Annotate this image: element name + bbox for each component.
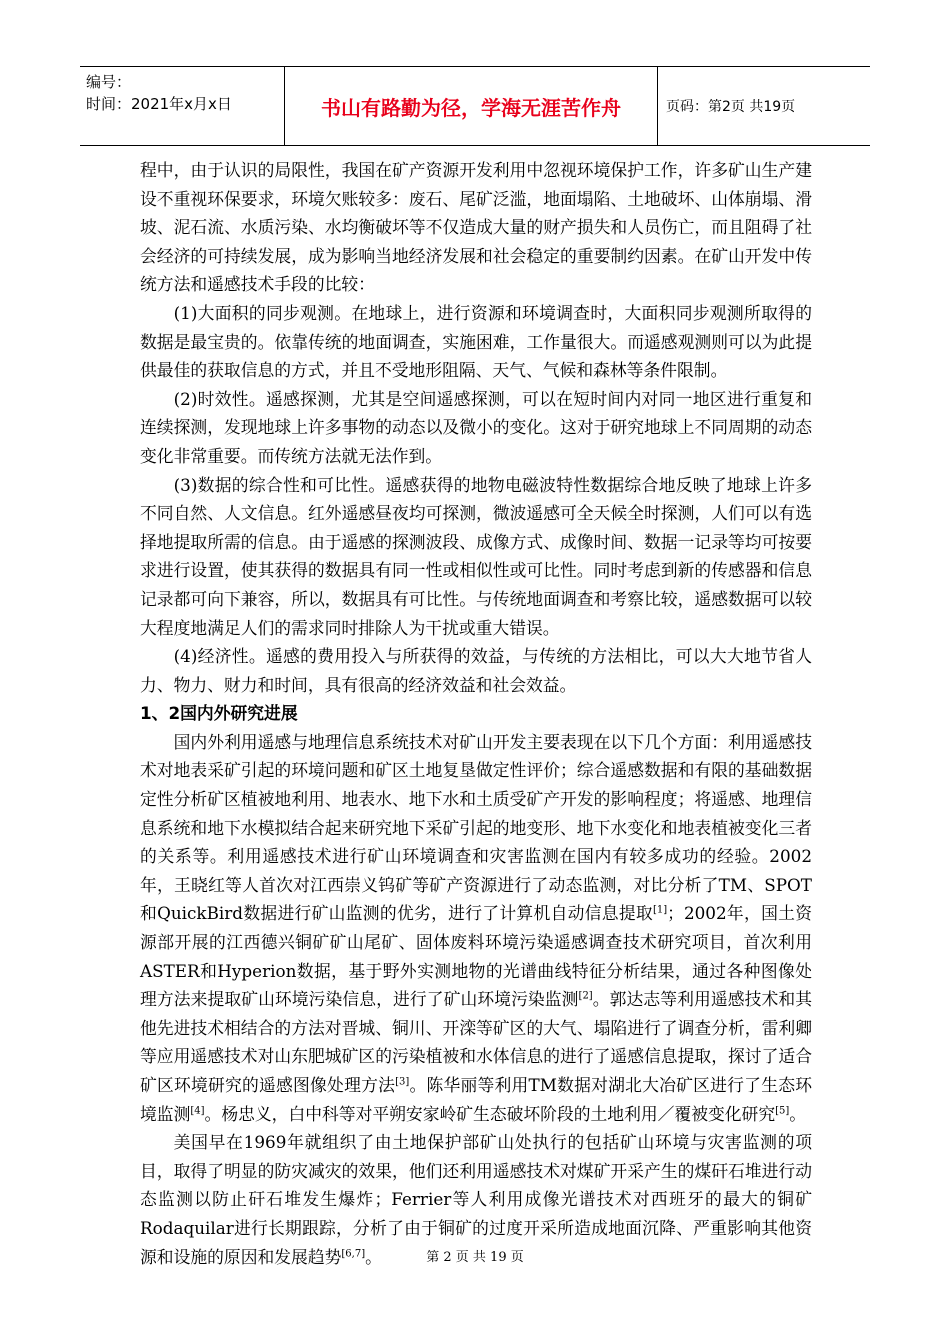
paragraph-6-text-c: 。郭达志等利用遥感技术和其他先进技术相结合的方法对晋城、铜川、开滦等矿区的大气、塌陷进行了调查分析，雷利卿等应用遥感技术对山东肥城矿区的污染植被和水体信息的进行了遥感信息提取，探讨了适合矿区环境研究的遥感图像处理方法 [140, 989, 812, 1095]
paragraph-4: (3)数据的综合性和可比性。遥感获得的地物电磁波特性数据综合地反映了地球上许多不同自然、人文信息。红外遥感昼夜均可探测，微波遥感可全天候全时探测，人们可以有选择地提取所需的信息。由于遥感的探测波段、成像方式、成像时间、数据一记录等均可按要求进行设置，使其获得的数据具有同一性或相似性或可比性。同时考虑到新的传感器和信息记录都可向下兼容，所以，数据具有可比性。与传统地面调查和考察比较，遥感数据可以较大程度地满足人们的需求同时排除人为干扰或重大错误。 [140, 474, 812, 638]
citation-2: [2] [578, 990, 593, 1002]
paragraph-1: 程中，由于认识的局限性，我国在矿产资源开发利用中忽视环境保护工作，许多矿山生产建设不重视环保要求，环境欠账较多：废石、尾矿泛滥，地面塌陷、土地破坏、山体崩塌、滑坡、泥石流、水质污染、水均衡破坏等不仅造成大量的财产损失和人员伤亡，而且阻碍了社会经济的可持续发展，成为影响当地经济发展和社会稳定的重要制约因素。在矿山开发中传统方法和遥感技术手段的比较： [140, 160, 812, 295]
header-motto: 书山有路勤为径，学海无涯苦作舟 [321, 95, 621, 120]
page-header [80, 66, 870, 146]
paragraph-5: (4)经济性。遥感的费用投入与所获得的效益，与传统的方法相比，可以大大地节省人力、物力、财力和时间，具有很高的经济效益和社会效益。 [140, 646, 812, 695]
paragraph-2: (1)大面积的同步观测。在地球上，进行资源和环境调查时，大面积同步观测所取得的数据是最宝贵的。依靠传统的地面调查，实施困难，工作量很大。而遥感观测则可以为此提供最佳的获取信息的方式，并且不受地形阻隔、天气、气候和森林等条件限制。 [140, 302, 812, 381]
page-footer [0, 1246, 950, 1265]
paragraph-6-text-e: 。杨忠义，白中科等对平朔安家岭矿生态破坏阶段的土地利用／覆被变化研究 [204, 1103, 776, 1124]
header-number: 编号： [86, 73, 132, 91]
citation-6-7: [6,7] [341, 1247, 366, 1259]
header-motto-cell [285, 67, 658, 145]
header-page [658, 67, 870, 145]
header-date: 时间：2021年x月x日 [86, 95, 232, 113]
citation-4: [4] [190, 1105, 205, 1116]
citation-5: [5] [775, 1105, 790, 1116]
paragraph-6 [140, 728, 812, 1128]
paragraph-6-text-b: ；2002年，国土资源部开展的江西德兴铜矿矿山尾矿、固体废料环境污染遥感调查技术研究项目，首次利用ASTER和Hyperion数据，基于野外实测地物的光谱曲线特征分析结果，通过各种图像处理方法来提取矿山环境污染信息，进行了矿山环境污染监测 [140, 903, 812, 1010]
document-body [140, 156, 812, 1271]
header-meta [80, 67, 285, 145]
paragraph-3: (2)时效性。遥感探测，尤其是空间遥感探测，可以在短时间内对同一地区进行重复和连续探测，发现地球上许多事物的动态以及微小的变化。这对于研究地球上不同周期的动态变化非常重要。而传统方法就无法作到。 [140, 388, 812, 466]
paragraph-7-text-a: 美国早在1969年就组织了由土地保护部矿山处执行的包括矿山环境与灾害监测的项目，取得了明显的防灾减灾的效果，他们还利用遥感技术对煤矿开采产生的煤矸石堆进行动态监测以防止矸石堆发生爆炸；Ferrier等人利用成像光谱技术对西班牙的最大的铜矿Rodaquilar进行长期跟踪，分析了由于铜矿的过度开采所造成地面沉降、严重影响其他资源和设施的原因和发展趋势 [140, 1132, 812, 1267]
header-page-label: 页码：第2页 共19页 [666, 99, 796, 115]
citation-1: [1] [652, 904, 668, 916]
paragraph-6-text-d: 。陈华丽等利用TM数据对湖北大冶矿区进行了生态环境监测 [140, 1075, 812, 1124]
section-heading: 1、2国内外研究进展 [140, 703, 298, 724]
citation-3: [3] [395, 1076, 410, 1088]
paragraph-6-text-a: 国内外利用遥感与地理信息系统技术对矿山开发主要表现在以下几个方面：利用遥感技术对地表采矿引起的环境问题和矿区土地复垦做定性评价；综合遥感数据和有限的基础数据定性分析矿区植被地利用、地表水、地下水和土质受矿产开发的影响程度；将遥感、地理信息系统和地下水模拟结合起来研究地下采矿引起的地变形、地下水变化和地表植被变化三者的关系等。利用遥感技术进行矿山环境调查和灾害监测在国内有较多成功的经验。2002年，王晓红等人首次对江西崇义钨矿等矿产资源进行了动态监测，对比分析了TM、SPOT和QuickBird数据进行矿山监测的优劣，进行了计算机自动信息提取 [140, 731, 812, 924]
footer-page-number: 第 2 页 共 19 页 [426, 1250, 524, 1265]
paragraph-7-text-b: 。 [365, 1246, 382, 1267]
paragraph-6-text-f: 。 [789, 1103, 807, 1124]
